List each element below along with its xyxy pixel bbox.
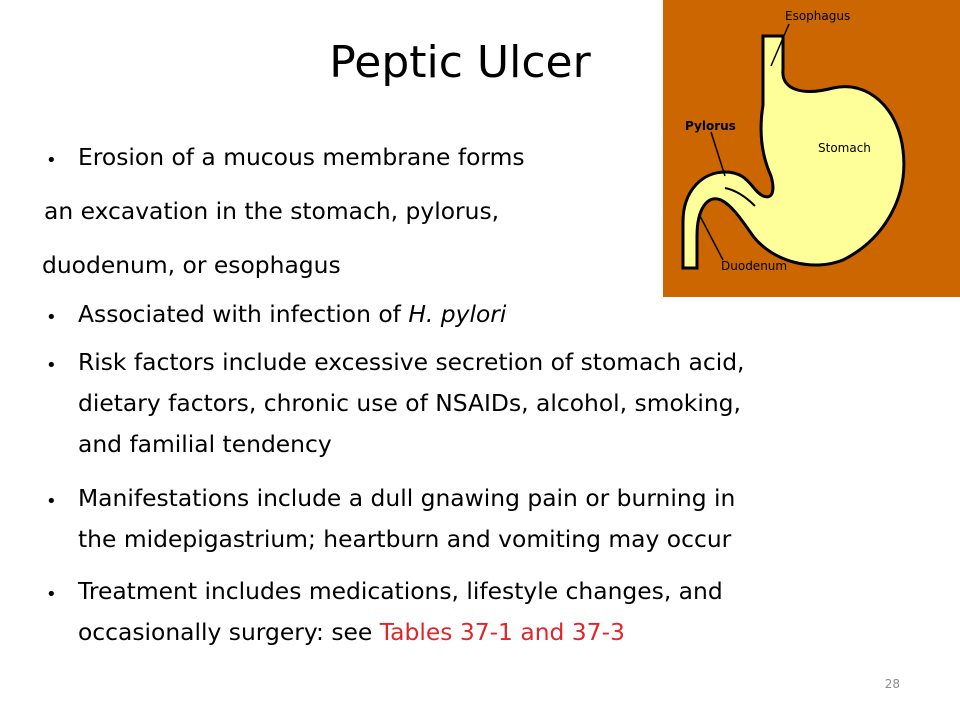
- bullet-5-text: occasionally surgery: see: [78, 618, 380, 646]
- bullet-marker: •: [46, 150, 57, 171]
- label-stomach: Stomach: [818, 141, 871, 155]
- bullet-5-line-2: [78, 617, 625, 648]
- bullet-1-line-1: Erosion of a mucous membrane forms: [78, 143, 525, 171]
- bullet-marker: •: [46, 584, 57, 605]
- bullet-marker: •: [46, 491, 57, 512]
- slide-title-text: Peptic Ulcer: [329, 37, 591, 88]
- bullet-3-line-2: dietary factors, chronic use of NSAIDs, alcohol, smoking,: [78, 389, 741, 417]
- bullet-2-text: Associated with infection of: [78, 300, 409, 328]
- bullet-2-italic: H. pylori: [408, 300, 507, 328]
- bullet-1-line-3: duodenum, or esophagus: [42, 251, 341, 279]
- bullet-3-line-1: Risk factors include excessive secretion of stomach acid,: [78, 348, 745, 376]
- page-number: 28: [884, 677, 900, 691]
- bullet-2-line: [78, 299, 506, 330]
- bullet-1-line-2: an excavation in the stomach, pylorus,: [44, 197, 500, 225]
- label-pylorus: Pylorus: [685, 119, 736, 133]
- label-duodenum: Duodenum: [721, 259, 788, 273]
- bullet-4-line-2: the midepigastrium; heartburn and vomiting may occur: [78, 525, 732, 553]
- tables-reference-link[interactable]: Tables 37-1 and 37-3: [379, 618, 625, 646]
- bullet-3-line-3: and familial tendency: [78, 430, 332, 458]
- bullet-marker: •: [46, 355, 57, 376]
- bullet-4-line-1: Manifestations include a dull gnawing pain or burning in: [78, 484, 736, 512]
- label-esophagus: Esophagus: [785, 9, 851, 23]
- bullet-5-line-1: Treatment includes medications, lifestyle changes, and: [78, 577, 723, 605]
- bullet-marker: •: [46, 307, 57, 328]
